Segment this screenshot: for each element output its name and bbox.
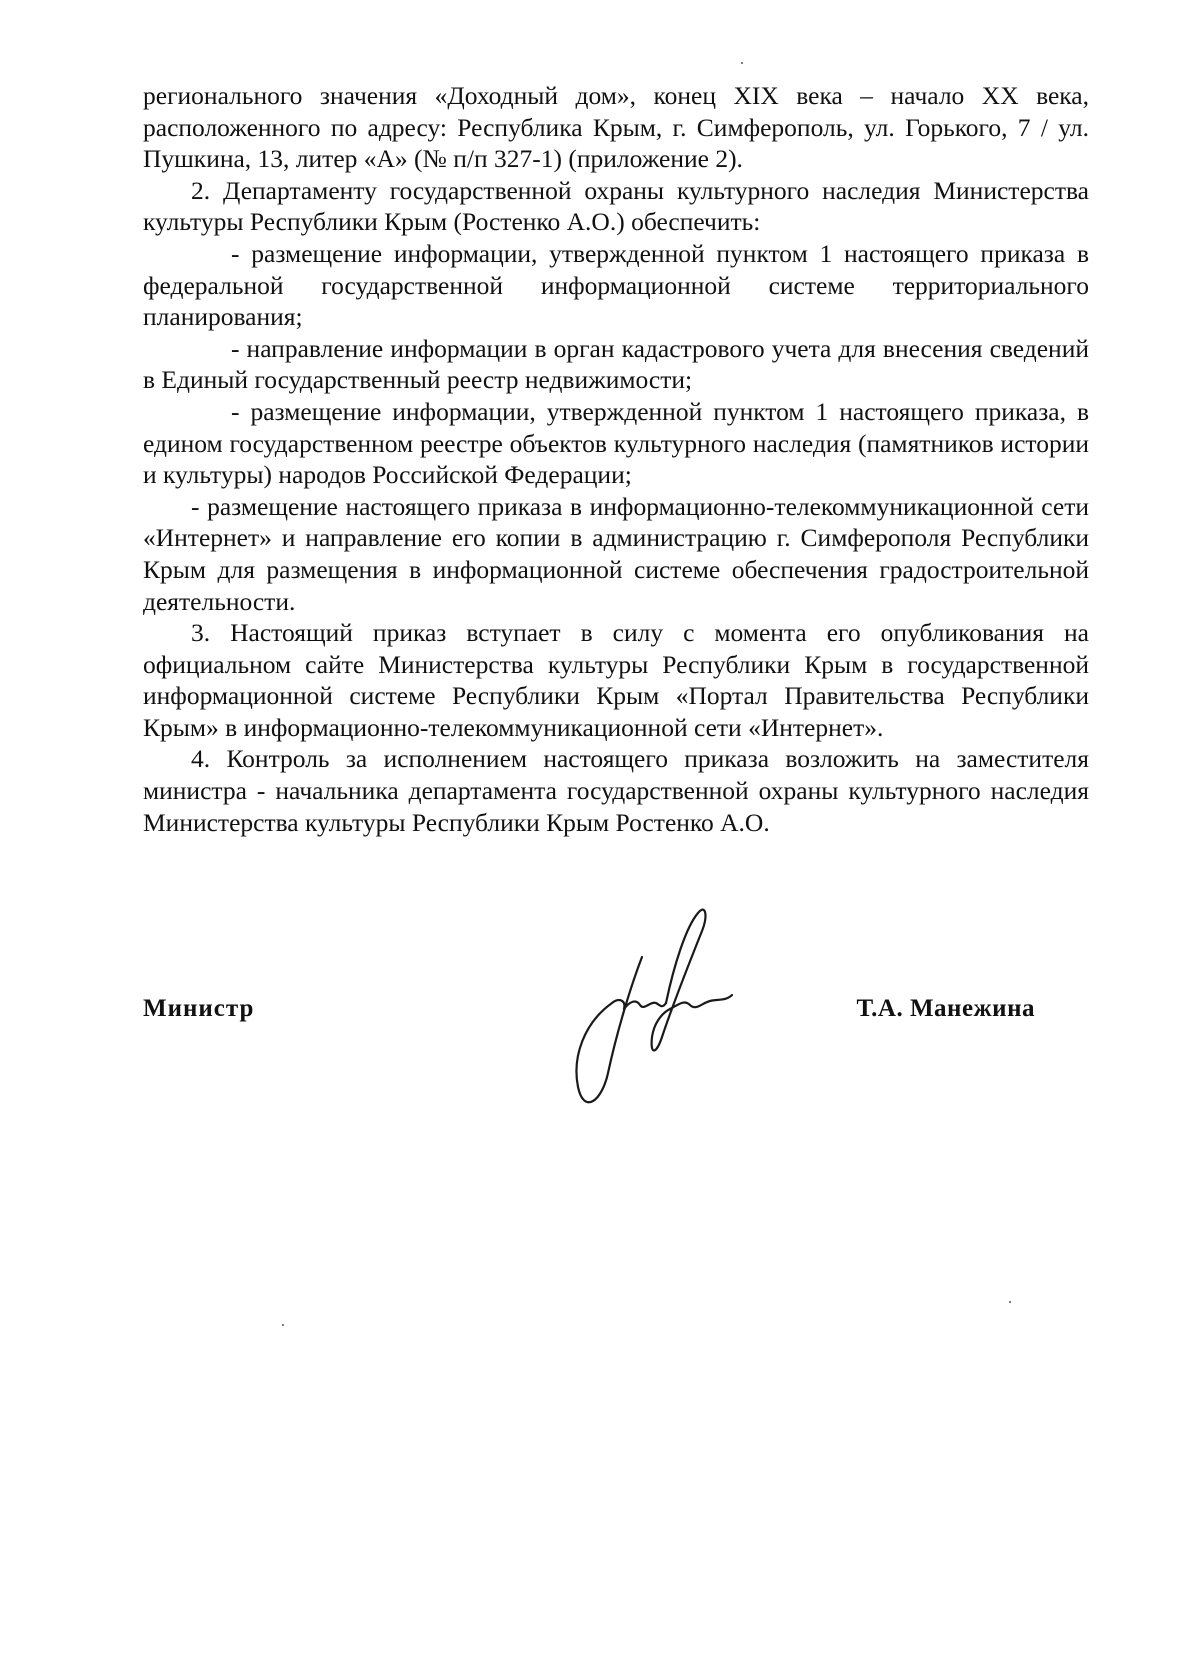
scan-speck: [741, 62, 743, 64]
paragraph-dash-1: - размещение информации, утвержденной пунктом 1 настоящего приказа в федеральной государственной информационной системе территориального планирования;: [143, 238, 1089, 332]
paragraph-dash-4: - размещение настоящего приказа в информационно-телекоммуникационной сети «Интернет» и направление его копии в администрацию г. Симферополя Республики Крым для размещения в информационной системе обеспечения градостроительной деятельности.: [143, 491, 1089, 616]
paragraph-dash-2: - направление информации в орган кадастрового учета для внесения сведений в Единый государственный реестр недвижимости;: [143, 333, 1089, 395]
paragraph-continuation: регионального значения «Доходный дом», конец XIX века – начало XX века, расположенного по адресу: Республика Крым, г. Симферополь, ул. Горького, 7 / ул. Пушкина, 13, литер «А» (№ п/п 327-1) (приложение 2).: [143, 81, 1089, 174]
paragraph-dash-3: - размещение информации, утвержденной пунктом 1 настоящего приказа, в едином государственном реестре объектов культурного наследия (памятников истории и культуры) народов Российской Федерации;: [143, 396, 1089, 490]
signer-position: Министр: [143, 995, 255, 1022]
signer-name: Т.А. Манежина: [856, 995, 1035, 1022]
paragraph-item-2: 2. Департаменту государственной охраны культурного наследия Министерства культуры Республики Крым (Ростенко А.О.) обеспечить:: [143, 175, 1089, 237]
paragraph-item-4: 4. Контроль за исполнением настоящего приказа возложить на заместителя министра - начальника департамента государственной охраны культурного наследия Министерства культуры Республики Крым Ростенко А.О.: [143, 744, 1089, 837]
scan-speck: [282, 1324, 284, 1326]
paragraph-item-3: 3. Настоящий приказ вступает в силу с момента его опубликования на официальном сайте Министерства культуры Республики Крым в государственной информационной системе Республики Крым «Портал Правительства Республики Крым» в информационно-телекоммуникационной сети «Интернет».: [143, 618, 1089, 742]
document-body: [143, 80, 1089, 838]
scan-speck: [1009, 1301, 1011, 1303]
handwritten-signature-icon: [570, 905, 740, 1125]
